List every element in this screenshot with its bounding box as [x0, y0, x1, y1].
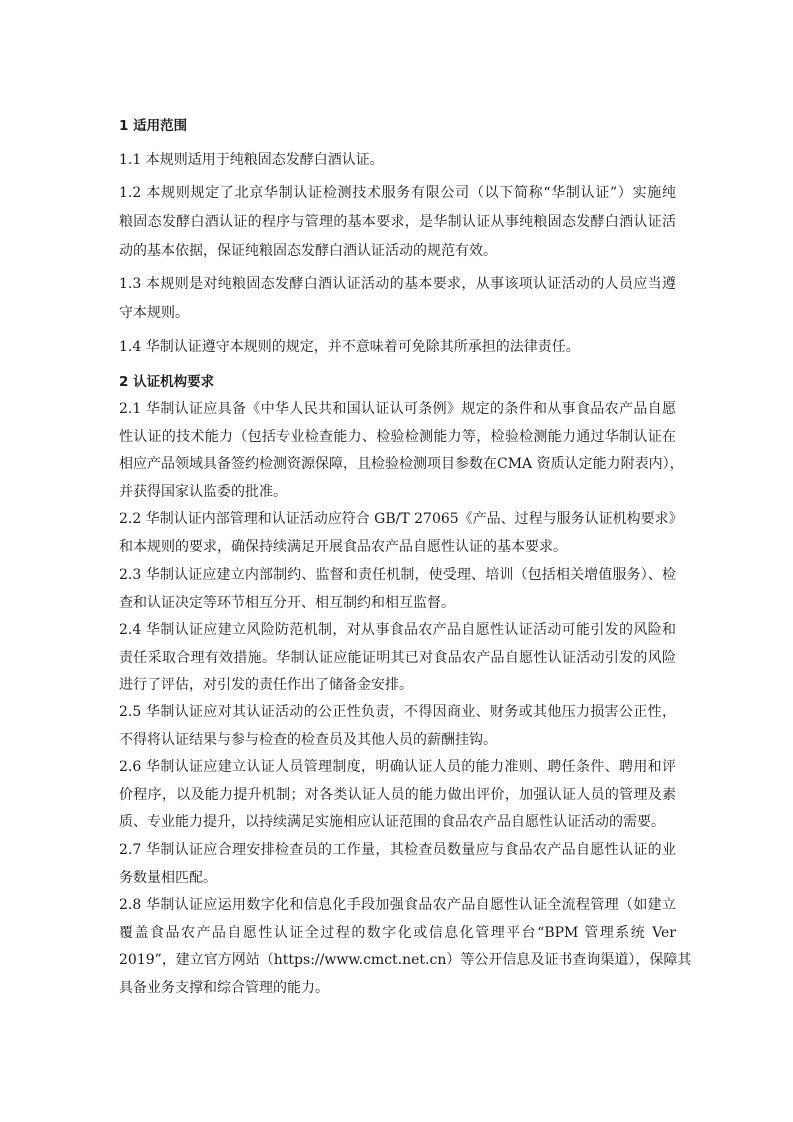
text-line: 价程序，以及能力提升机制；对各类认证人员的能力做出评价，加强认证人员的管理及素: [119, 786, 676, 803]
text-line: 1 适用范围: [119, 118, 188, 134]
paragraph-p2-5: [119, 699, 676, 754]
paragraph-p1-3: [119, 270, 676, 328]
text-line: 2.6 华制认证应建立认证人员管理制度，明确认证人员的能力准则、聘任条件、聘用和评: [119, 759, 676, 775]
text-line: 务数量相匹配。: [119, 869, 217, 886]
paragraph-p2-1: [119, 396, 684, 507]
text-line: 具备业务支撑和综合管理的能力。: [119, 980, 329, 997]
paragraph-p2-3: [119, 562, 676, 617]
text-line: 1.4 华制认证遵守本规则的规定，并不意味着可免除其所承担的法律责任。: [119, 339, 580, 355]
text-line: 2.3 华制认证应建立内部制约、监督和责任机制，使受理、培训（包括相关增值服务）、检: [119, 567, 676, 583]
paragraph-p2-6: [119, 754, 676, 837]
text-line: 性认证的技术能力（包括专业检查能力、检验检测能力等，检验检测能力通过华制认证在: [119, 428, 676, 445]
text-line: 不得将认证结果与参与检查的检查员及其他人员的薪酬挂钩。: [119, 731, 497, 748]
text-line: 1.2 本规则规定了北京华制认证检测技术服务有限公司（以下简称“华制认证”）实施纯: [119, 185, 676, 201]
paragraph-p2-7: [119, 837, 676, 892]
text-line: 覆盖食品农产品自愿性认证全过程的数字化或信息化管理平台“BPM 管理系统 Ver: [119, 924, 676, 941]
text-line: 和本规则的要求，确保持续满足开展食品农产品自愿性认证的基本要求。: [119, 538, 567, 555]
text-line: 动的基本依据，保证纯粮固态发酵白酒认证活动的规范有效。: [119, 243, 497, 259]
text-line: 1.3 本规则是对纯粮固态发酵白酒认证活动的基本要求，从事该项认证活动的人员应当遵: [119, 276, 676, 292]
text-line: 2 认证机构要求: [119, 374, 215, 390]
paragraph-p1-4: [119, 333, 676, 362]
text-line: 1.1 本规则适用于纯粮固态发酵白酒认证。: [119, 152, 384, 168]
text-line: 2.2 华制认证内部管理和认证活动应符合 GB/T 27065《产品、过程与服务认证机构要求》: [119, 511, 683, 527]
paragraph-p2-8: [119, 892, 692, 1003]
text-line: 粮固态发酵白酒认证的程序与管理的基本要求，是华制认证从事纯粮固态发酵白酒认证活: [119, 214, 676, 230]
paragraph-p2-4: [119, 617, 676, 700]
text-line: 2.8 华制认证应运用数字化和信息化手段加强食品农产品自愿性认证全流程管理（如建立: [119, 897, 676, 913]
text-line: 查和认证决定等环节相互分开、相互制约和相互监督。: [119, 594, 455, 611]
section-heading-h1: [119, 112, 676, 141]
text-line: 进行了评估，对引发的责任作出了储备金安排。: [119, 677, 413, 694]
text-line: 相应产品领域具备签约检测资源保障，且检验检测项目参数在CMA 资质认定能力附表内），: [119, 456, 684, 473]
section-heading-h2: [119, 368, 676, 396]
paragraph-p2-2: [119, 506, 683, 561]
text-line: 责任采取合理有效措施。华制认证应能证明其已对食品农产品自愿性认证活动引发的风险: [119, 649, 676, 666]
paragraph-p1-2: [119, 179, 676, 266]
text-line: 质、专业能力提升，以持续满足实施相应认证范围的食品农产品自愿性认证活动的需要。: [119, 814, 665, 831]
paragraph-p1-1: [119, 146, 676, 175]
text-line: 2.7 华制认证应合理安排检查员的工作量，其检查员数量应与食品农产品自愿性认证的业: [119, 842, 676, 858]
text-line: 2019”，建立官方网站（https://www.cmct.net.cn）等公开信息及证书查询渠道），保障其: [119, 952, 692, 969]
text-line: 2.4 华制认证应建立风险防范机制，对从事食品农产品自愿性认证活动可能引发的风险和: [119, 622, 676, 638]
text-line: 并获得国家认监委的批准。: [119, 484, 287, 501]
text-line: 守本规则。: [119, 305, 189, 321]
text-line: 2.1 华制认证应具备《中华人民共和国认证认可条例》规定的条件和从事食品农产品自愿: [119, 401, 676, 417]
text-line: 2.5 华制认证应对其认证活动的公正性负责，不得因商业、财务或其他压力损害公正性，: [119, 704, 676, 720]
